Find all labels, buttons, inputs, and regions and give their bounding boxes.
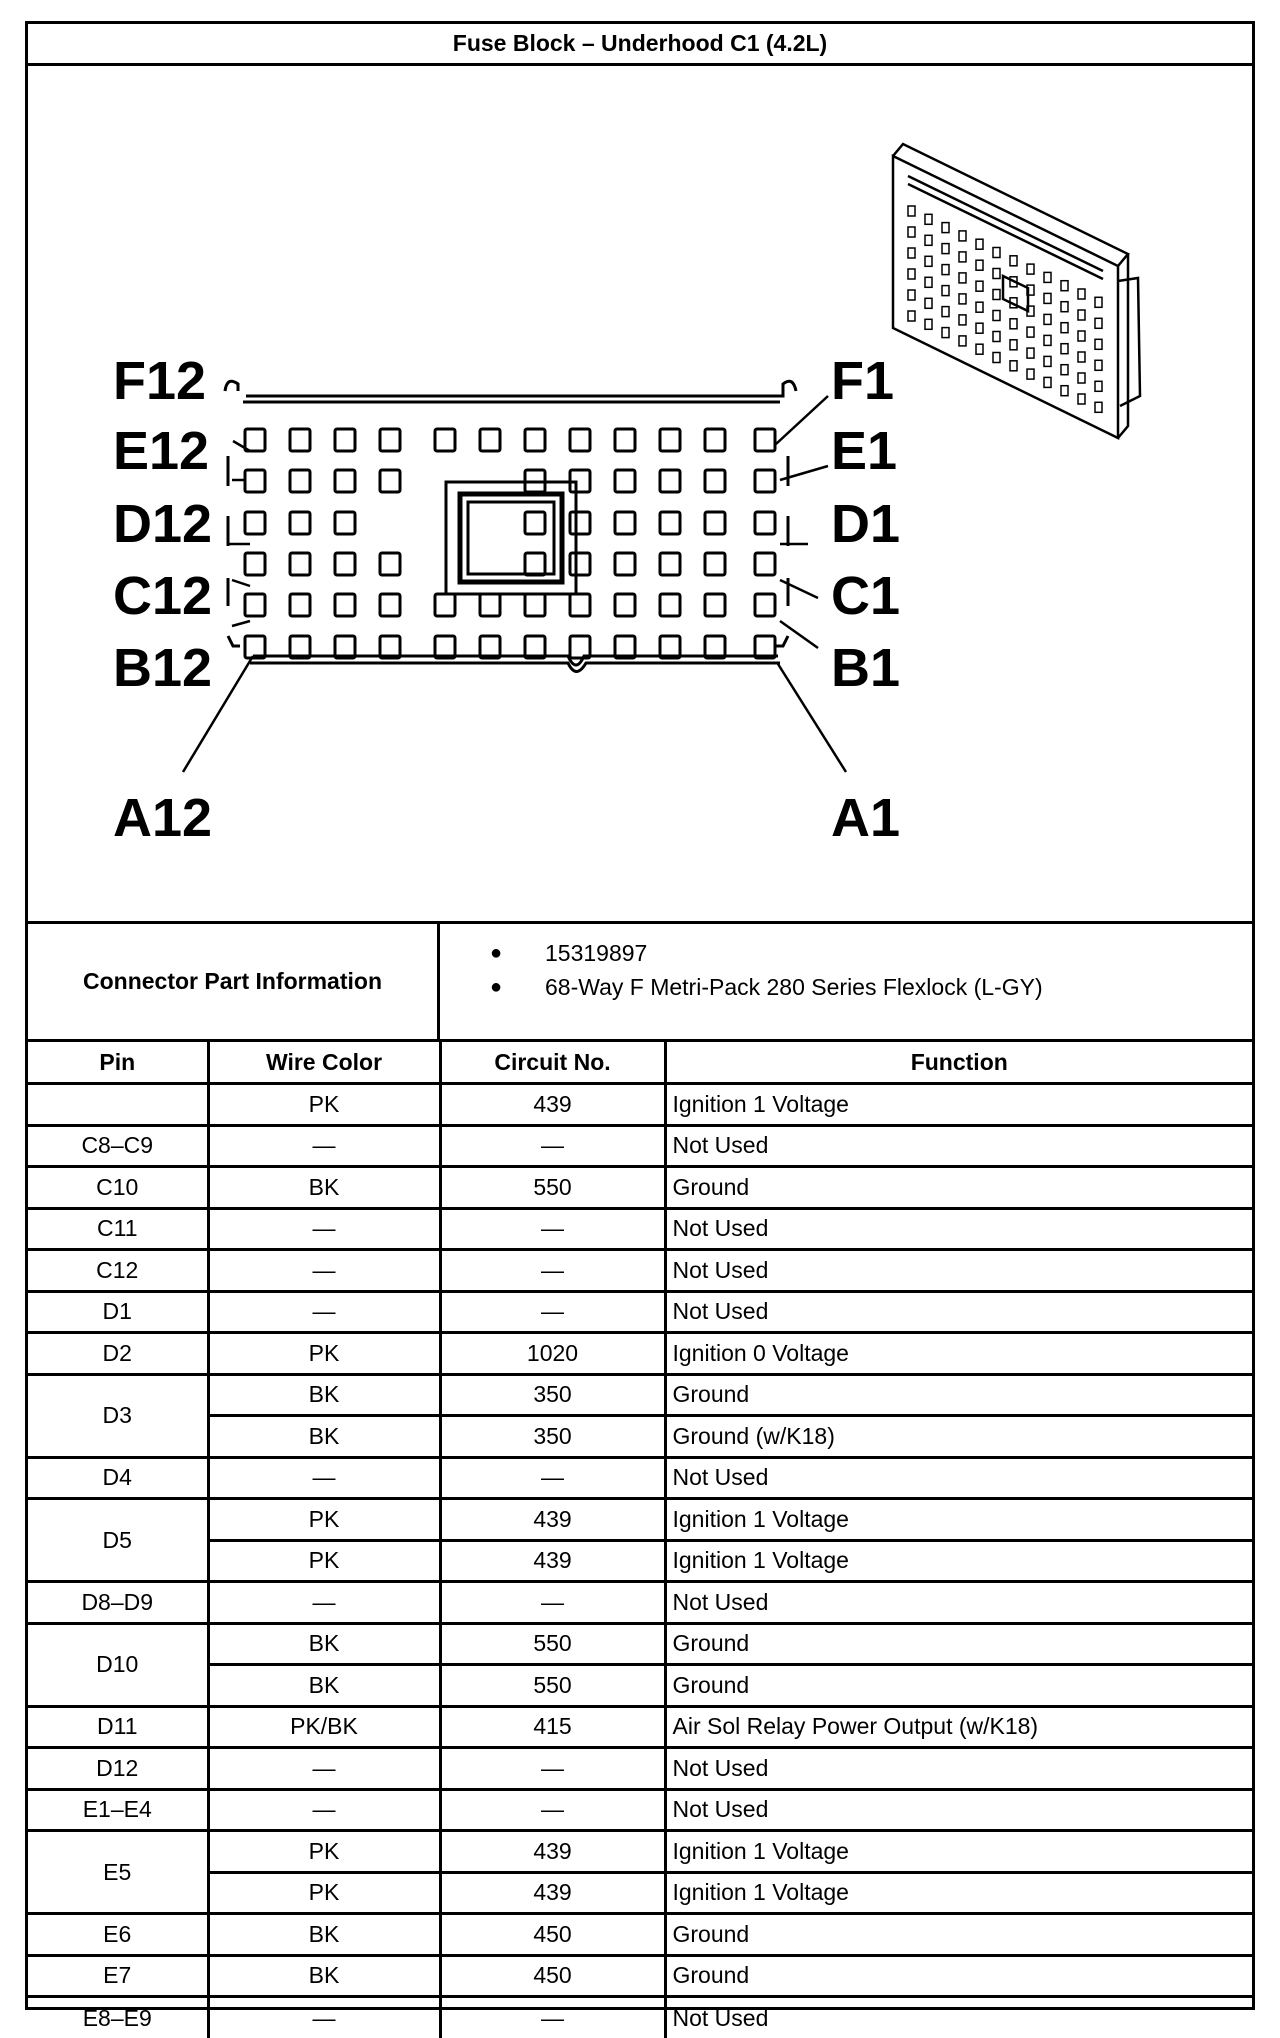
cell-pin: C8–C9 <box>28 1125 208 1167</box>
connector-3d-cavity <box>993 311 1000 321</box>
pin-cavity <box>290 553 310 575</box>
pin-cavity <box>570 429 590 451</box>
label-b12: B12 <box>113 638 212 698</box>
table-row <box>28 1540 1252 1582</box>
cell-circuit: — <box>440 1997 665 2038</box>
connector-diagram <box>28 66 1252 924</box>
connector-sheet <box>25 21 1255 2010</box>
cell-pin: E7 <box>28 1955 208 1997</box>
connector-3d-cavity <box>1061 365 1068 375</box>
cell-wire-color: — <box>208 1125 440 1167</box>
pin-cavity <box>705 470 725 492</box>
cell-function: Ignition 1 Voltage <box>665 1872 1252 1914</box>
connector-3d-cavity <box>925 256 932 266</box>
pin-cavity <box>335 512 355 534</box>
connector-3d-cavity <box>976 260 983 270</box>
table-row <box>28 1125 1252 1167</box>
cell-function: Ground <box>665 1374 1252 1416</box>
connector-part-information <box>28 924 1252 1042</box>
table-row <box>28 1582 1252 1624</box>
table-row <box>28 1831 1252 1873</box>
cell-wire-color: BK <box>208 1416 440 1458</box>
cell-pin: D12 <box>28 1748 208 1790</box>
cell-pin: D11 <box>28 1706 208 1748</box>
cell-pin: C12 <box>28 1250 208 1292</box>
cell-pin: E1–E4 <box>28 1789 208 1831</box>
cell-circuit: 350 <box>440 1416 665 1458</box>
pin-cavity <box>705 594 725 616</box>
table-row <box>28 1665 1252 1707</box>
cell-function: Not Used <box>665 1250 1252 1292</box>
connector-3d-cavity <box>1078 310 1085 320</box>
label-c1: C1 <box>831 566 900 626</box>
pin-cavity <box>660 594 680 616</box>
connector-info-item <box>490 936 1252 970</box>
cell-function: Not Used <box>665 1125 1252 1167</box>
cell-function: Not Used <box>665 1457 1252 1499</box>
pin-cavity <box>290 470 310 492</box>
pin-cavity <box>705 553 725 575</box>
cell-wire-color: PK <box>208 1540 440 1582</box>
table-header-row <box>28 1042 1252 1084</box>
cell-circuit: 550 <box>440 1167 665 1209</box>
table-row <box>28 1374 1252 1416</box>
connector-3d-cavity <box>1095 318 1102 328</box>
connector-3d-cavity <box>993 332 1000 342</box>
label-b1: B1 <box>831 638 900 698</box>
pin-cavity <box>755 512 775 534</box>
cell-circuit: — <box>440 1208 665 1250</box>
cell-wire-color: PK/BK <box>208 1706 440 1748</box>
connector-3d-cavity <box>1095 360 1102 370</box>
connector-3d-cavity <box>976 344 983 354</box>
cell-wire-color: BK <box>208 1623 440 1665</box>
connector-3d-pins <box>908 206 1102 412</box>
pin-cavity <box>705 429 725 451</box>
connector-3d-cavity <box>1044 335 1051 345</box>
connector-3d-cavity <box>942 328 949 338</box>
connector-3d-cavity <box>1061 281 1068 291</box>
pin-cavity <box>290 429 310 451</box>
pin-cavity <box>245 594 265 616</box>
cell-circuit: 439 <box>440 1831 665 1873</box>
connector-3d-cavity <box>1078 394 1085 404</box>
cell-function: Ignition 1 Voltage <box>665 1499 1252 1541</box>
cell-circuit: 450 <box>440 1955 665 1997</box>
connector-3d-icon <box>893 144 1140 438</box>
connector-3d-cavity <box>1010 319 1017 329</box>
connector-3d-cavity <box>942 265 949 275</box>
header-pin: Pin <box>28 1042 208 1084</box>
header-circuit: Circuit No. <box>440 1042 665 1084</box>
connector-3d-cavity <box>959 336 966 346</box>
connector-3d-cavity <box>1078 352 1085 362</box>
cell-circuit: 439 <box>440 1084 665 1126</box>
connector-3d-cavity <box>959 252 966 262</box>
cell-pin: D4 <box>28 1457 208 1499</box>
connector-3d-cavity <box>1027 327 1034 337</box>
label-e12: E12 <box>113 421 209 481</box>
label-d12: D12 <box>113 494 212 554</box>
cell-function: Not Used <box>665 1291 1252 1333</box>
cell-wire-color: PK <box>208 1333 440 1375</box>
connector-3d-cavity <box>993 248 1000 258</box>
connector-3d-cavity <box>925 298 932 308</box>
connector-info-list <box>440 924 1252 1039</box>
cell-pin: D8–D9 <box>28 1582 208 1624</box>
cell-function: Ignition 0 Voltage <box>665 1333 1252 1375</box>
part-number: 15319897 <box>545 940 647 966</box>
connector-3d-cavity <box>1061 323 1068 333</box>
cell-wire-color: — <box>208 1208 440 1250</box>
label-e1: E1 <box>831 421 897 481</box>
connector-3d-cavity <box>908 290 915 300</box>
cell-wire-color: PK <box>208 1084 440 1126</box>
table-row <box>28 1457 1252 1499</box>
cell-wire-color: BK <box>208 1914 440 1956</box>
cell-pin: D1 <box>28 1291 208 1333</box>
pin-cavity <box>705 512 725 534</box>
cell-function: Ignition 1 Voltage <box>665 1540 1252 1582</box>
pin-cavity <box>615 594 635 616</box>
connector-info-label: Connector Part Information <box>28 924 440 1039</box>
connector-3d-cavity <box>959 273 966 283</box>
cell-wire-color: — <box>208 1291 440 1333</box>
table-row <box>28 1955 1252 1997</box>
pin-cavity <box>335 553 355 575</box>
cell-function: Air Sol Relay Power Output (w/K18) <box>665 1706 1252 1748</box>
connector-3d-cavity <box>1078 331 1085 341</box>
pin-cavity <box>335 470 355 492</box>
bullet-icon: ● <box>490 970 502 1004</box>
cell-function: Ignition 1 Voltage <box>665 1084 1252 1126</box>
table-row <box>28 1499 1252 1541</box>
pin-cavity <box>525 512 545 534</box>
pin-cavity <box>615 470 635 492</box>
cell-function: Not Used <box>665 1789 1252 1831</box>
cell-function: Ground <box>665 1623 1252 1665</box>
connector-3d-cavity <box>1078 289 1085 299</box>
cell-circuit: — <box>440 1291 665 1333</box>
label-f1: F1 <box>831 351 894 411</box>
cell-circuit: 450 <box>440 1914 665 1956</box>
cell-wire-color: BK <box>208 1665 440 1707</box>
cell-function: Ground <box>665 1665 1252 1707</box>
connector-3d-cavity <box>993 353 1000 363</box>
label-f12: F12 <box>113 351 206 411</box>
cell-wire-color: PK <box>208 1499 440 1541</box>
connector-3d-cavity <box>1010 256 1017 266</box>
pin-cavity <box>570 553 590 575</box>
table-row <box>28 1416 1252 1458</box>
pin-cavity <box>435 594 455 616</box>
pin-cavity <box>480 594 500 616</box>
cell-pin: D3 <box>28 1374 208 1457</box>
cell-circuit: 439 <box>440 1499 665 1541</box>
pin-cavity <box>245 429 265 451</box>
connector-3d-cavity <box>1044 293 1051 303</box>
cell-wire-color: — <box>208 1748 440 1790</box>
cell-pin: D5 <box>28 1499 208 1582</box>
cell-circuit: — <box>440 1748 665 1790</box>
connector-3d-cavity <box>959 315 966 325</box>
cell-circuit: 350 <box>440 1374 665 1416</box>
cell-function: Not Used <box>665 1208 1252 1250</box>
label-a12: A12 <box>113 788 212 848</box>
cell-circuit: 550 <box>440 1665 665 1707</box>
connector-3d-cavity <box>942 286 949 296</box>
connector-3d-cavity <box>959 231 966 241</box>
cell-circuit: 415 <box>440 1706 665 1748</box>
pin-table <box>28 1042 1252 2038</box>
table-row <box>28 1914 1252 1956</box>
header-function: Function <box>665 1042 1252 1084</box>
pin-cavity <box>380 470 400 492</box>
pin-cavity <box>380 429 400 451</box>
connector-3d-cavity <box>1044 272 1051 282</box>
pin-cavity <box>245 512 265 534</box>
cell-pin: D10 <box>28 1623 208 1706</box>
connector-3d-cavity <box>908 206 915 216</box>
cell-wire-color: BK <box>208 1955 440 1997</box>
connector-3d-cavity <box>925 319 932 329</box>
pin-cavity <box>755 553 775 575</box>
cell-pin: D2 <box>28 1333 208 1375</box>
pin-cavity <box>755 470 775 492</box>
pin-cavity <box>480 429 500 451</box>
label-d1: D1 <box>831 494 900 554</box>
pin-cavity <box>755 429 775 451</box>
connector-3d-cavity <box>1010 340 1017 350</box>
bullet-icon: ● <box>490 936 502 970</box>
connector-3d-cavity <box>925 277 932 287</box>
pin-cavity <box>380 553 400 575</box>
cell-circuit: 439 <box>440 1872 665 1914</box>
pin-cavity <box>335 429 355 451</box>
table-row <box>28 1623 1252 1665</box>
table-row <box>28 1167 1252 1209</box>
table-row <box>28 1997 1252 2038</box>
connector-3d-cavity <box>959 294 966 304</box>
connector-3d-cavity <box>1044 356 1051 366</box>
connector-3d-cavity <box>942 223 949 233</box>
pin-table-body <box>28 1084 1252 2038</box>
table-row <box>28 1084 1252 1126</box>
connector-3d-cavity <box>925 214 932 224</box>
cell-wire-color: BK <box>208 1167 440 1209</box>
connector-3d-cavity <box>1095 402 1102 412</box>
cell-pin: E8–E9 <box>28 1997 208 2038</box>
connector-3d-cavity <box>1027 348 1034 358</box>
cell-wire-color: BK <box>208 1374 440 1416</box>
connector-3d-cavity <box>993 269 1000 279</box>
table-row <box>28 1208 1252 1250</box>
pin-cavity <box>435 429 455 451</box>
pin-cavity <box>755 594 775 616</box>
connector-3d-cavity <box>1061 302 1068 312</box>
connector-3d-cavity <box>1010 361 1017 371</box>
pin-cavity <box>290 512 310 534</box>
table-row <box>28 1789 1252 1831</box>
connector-3d-cavity <box>976 239 983 249</box>
pin-cavity <box>570 594 590 616</box>
connector-face-icon <box>28 66 1252 921</box>
connector-3d-cavity <box>1095 381 1102 391</box>
cell-function: Ground (w/K18) <box>665 1416 1252 1458</box>
cell-circuit: — <box>440 1582 665 1624</box>
pin-cavity <box>615 512 635 534</box>
pin-cavity <box>660 470 680 492</box>
pin-cavity <box>335 594 355 616</box>
header-wire-color: Wire Color <box>208 1042 440 1084</box>
table-row <box>28 1872 1252 1914</box>
table-row <box>28 1706 1252 1748</box>
table-row <box>28 1748 1252 1790</box>
table-row <box>28 1333 1252 1375</box>
table-row <box>28 1250 1252 1292</box>
connector-3d-cavity <box>1095 297 1102 307</box>
label-c12: C12 <box>113 566 212 626</box>
connector-3d-cavity <box>976 302 983 312</box>
connector-3d-cavity <box>942 307 949 317</box>
pin-cavity <box>245 470 265 492</box>
pin-cavity <box>380 594 400 616</box>
table-row <box>28 1291 1252 1333</box>
pin-cavity <box>660 512 680 534</box>
connector-description: 68-Way F Metri-Pack 280 Series Flexlock (L-GY) <box>545 974 1043 1000</box>
label-a1: A1 <box>831 788 900 848</box>
cell-pin: C10 <box>28 1167 208 1209</box>
connector-3d-cavity <box>1061 344 1068 354</box>
cell-wire-color: PK <box>208 1872 440 1914</box>
sheet-title: Fuse Block – Underhood C1 (4.2L) <box>28 24 1252 66</box>
pin-cavity <box>660 429 680 451</box>
connector-3d-cavity <box>1027 369 1034 379</box>
connector-3d-cavity <box>1044 377 1051 387</box>
cell-circuit: — <box>440 1125 665 1167</box>
pin-cavity <box>245 553 265 575</box>
cell-function: Not Used <box>665 1582 1252 1624</box>
cell-circuit: 1020 <box>440 1333 665 1375</box>
cell-wire-color: — <box>208 1582 440 1624</box>
connector-3d-cavity <box>908 227 915 237</box>
cell-function: Ground <box>665 1167 1252 1209</box>
cell-wire-color: — <box>208 1997 440 2038</box>
connector-3d-cavity <box>1027 264 1034 274</box>
connector-3d-cavity <box>993 290 1000 300</box>
cell-pin <box>28 1084 208 1126</box>
connector-3d-cavity <box>1078 373 1085 383</box>
cell-function: Not Used <box>665 1748 1252 1790</box>
cell-function: Ground <box>665 1955 1252 1997</box>
pin-cavity <box>525 553 545 575</box>
pin-cavity <box>570 512 590 534</box>
cell-circuit: 439 <box>440 1540 665 1582</box>
connector-3d-cavity <box>1044 314 1051 324</box>
connector-3d-cavity <box>908 311 915 321</box>
cell-pin: E5 <box>28 1831 208 1914</box>
cell-circuit: — <box>440 1457 665 1499</box>
connector-3d-cavity <box>925 235 932 245</box>
cell-pin: E6 <box>28 1914 208 1956</box>
cell-wire-color: PK <box>208 1831 440 1873</box>
pin-cavity <box>290 594 310 616</box>
cell-function: Ground <box>665 1914 1252 1956</box>
cell-pin: C11 <box>28 1208 208 1250</box>
pin-cavity <box>525 429 545 451</box>
pin-cavity <box>615 553 635 575</box>
cell-function: Not Used <box>665 1997 1252 2038</box>
cell-circuit: — <box>440 1250 665 1292</box>
pin-cavity <box>660 553 680 575</box>
connector-3d-cavity <box>908 269 915 279</box>
pin-cavity <box>525 594 545 616</box>
connector-3d-cavity <box>942 244 949 254</box>
pin-grid <box>245 429 775 658</box>
cell-circuit: 550 <box>440 1623 665 1665</box>
cell-function: Ignition 1 Voltage <box>665 1831 1252 1873</box>
connector-3d-cavity <box>1095 339 1102 349</box>
connector-3d-cavity <box>908 248 915 258</box>
cell-wire-color: — <box>208 1457 440 1499</box>
pin-cavity <box>615 429 635 451</box>
cell-wire-color: — <box>208 1789 440 1831</box>
connector-3d-cavity <box>976 323 983 333</box>
connector-3d-cavity <box>1061 386 1068 396</box>
cell-circuit: — <box>440 1789 665 1831</box>
cell-wire-color: — <box>208 1250 440 1292</box>
connector-info-item <box>490 970 1252 1004</box>
connector-3d-cavity <box>976 281 983 291</box>
